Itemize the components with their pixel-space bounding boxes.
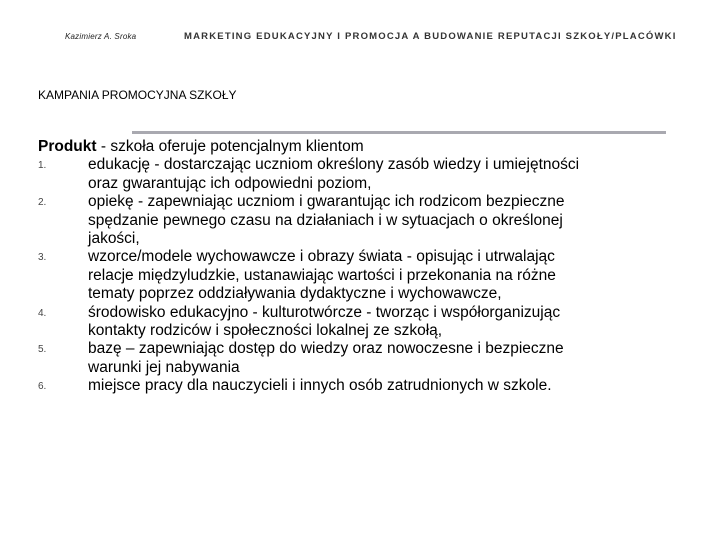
numbered-list (38, 156, 678, 395)
list-item-number: 4. (38, 307, 47, 319)
list-item-line: bazę – zapewniając dostęp do wiedzy oraz nowoczesne i bezpieczne (88, 340, 564, 358)
list-item (38, 248, 678, 303)
list-item-number: 5. (38, 344, 47, 356)
list-item-line: relacje międzyludzkie, ustanawiając wartości i przekonania na różne (88, 266, 556, 284)
list-item-line: oraz gwarantując ich odpowiedni poziom, (88, 174, 372, 192)
list-item (38, 193, 678, 248)
list-item-line: warunki jej nabywania (88, 358, 240, 376)
divider-line (132, 131, 666, 134)
list-item (38, 377, 678, 395)
lead-bold-term: Produkt (38, 138, 97, 155)
list-item-line: miejsce pracy dla nauczycieli i innych osób zatrudnionych w szkole. (88, 377, 552, 395)
list-item (38, 340, 678, 377)
slide-content (38, 138, 678, 396)
list-item (38, 156, 678, 193)
lead-paragraph (38, 138, 678, 156)
list-item-number: 1. (38, 160, 47, 172)
header-title: MARKETING EDUKACYJNY I PROMOCJA A BUDOWANIE REPUTACJI SZKOŁY/PLACÓWKI (184, 31, 677, 42)
list-item-line: opiekę - zapewniając uczniom i gwarantując ich rodzicom bezpieczne (88, 193, 565, 211)
author-name: Kazimierz A. Sroka (65, 32, 137, 41)
list-item-number: 2. (38, 197, 47, 209)
list-item-line: kontakty rodziców i społeczności lokalnej ze szkołą, (88, 322, 443, 340)
list-item-line: wzorce/modele wychowawcze i obrazy świata - opisując i utrwalając (88, 248, 555, 266)
list-item (38, 304, 678, 341)
list-item-line: środowisko edukacyjno - kulturotwórcze - tworząc i współorganizując (88, 303, 561, 321)
list-item-line: edukację - dostarczając uczniom określony zasób wiedzy i umiejętności (88, 156, 580, 174)
lead-text: - szkoła oferuje potencjalnym klientom (96, 138, 364, 155)
list-item-line: tematy poprzez oddziaływania dydaktyczne i wychowawcze, (88, 285, 502, 303)
list-item-number: 3. (38, 252, 47, 264)
list-item-line: jakości, (88, 230, 140, 248)
list-item-number: 6. (38, 381, 47, 393)
list-item-line: spędzanie pewnego czasu na działaniach i w sytuacjach o określonej (88, 211, 563, 229)
slide-subtitle: KAMPANIA PROMOCYJNA SZKOŁY (38, 88, 237, 102)
